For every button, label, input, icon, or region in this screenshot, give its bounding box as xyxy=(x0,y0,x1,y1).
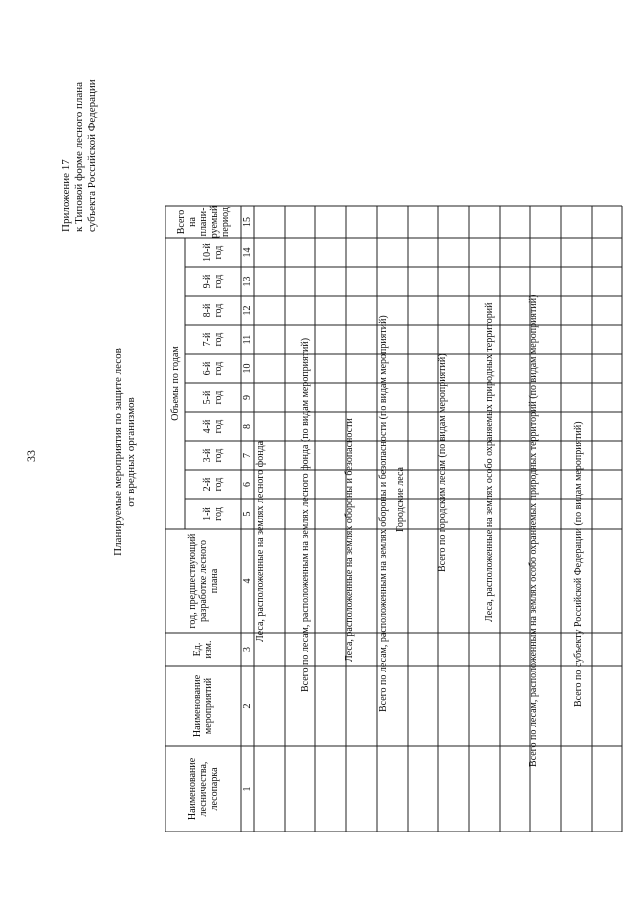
title-line-1: Планируемые мероприятия по защите лесов xyxy=(112,348,124,556)
section-row-6: Всего по городским лесам (по видам мероприятий) xyxy=(437,353,448,572)
column-number-6: 6 xyxy=(242,482,253,487)
header-year-4: 4-й год xyxy=(202,419,224,434)
header-forestry: Наименование лесничества, лесопарка xyxy=(186,757,220,821)
column-number-1: 1 xyxy=(242,786,253,792)
header-year-5: 5-й год xyxy=(202,390,224,405)
header-unit: Ед. изм. xyxy=(192,640,214,659)
column-number-13: 13 xyxy=(242,276,253,287)
document-title xyxy=(112,302,138,602)
column-number-3: 3 xyxy=(242,647,253,652)
header-year-7: 7-й год xyxy=(202,332,224,347)
header-year-6: 6-й год xyxy=(202,361,224,376)
appendix-line-2: к Типовой форме лесного плана xyxy=(73,81,85,232)
header-year-8: 8-й год xyxy=(202,303,224,318)
column-number-5: 5 xyxy=(242,511,253,517)
column-number-10: 10 xyxy=(242,363,253,374)
column-number-11: 11 xyxy=(242,334,253,345)
section-row-1: Леса, расположенные на землях лесного фонда xyxy=(255,440,266,642)
appendix-line-3: субъекта Российской Федерации xyxy=(86,79,98,232)
header-year-10: 10-й год xyxy=(202,243,224,262)
section-row-9: Всего по субъекту Российской Федерации (по видам мероприятий) xyxy=(573,421,584,707)
header-volumes: Объемы по годам xyxy=(169,346,181,421)
column-number-15: 15 xyxy=(242,217,253,227)
header-year-2: 2-й год xyxy=(202,477,224,492)
section-row-3: Леса, расположенные на землях обороны и безопасности xyxy=(344,418,355,662)
column-number-9: 9 xyxy=(242,395,253,400)
landscape-sheet xyxy=(0,2,634,902)
header-total: Всего на плани- руемый период xyxy=(175,205,231,239)
appendix-note xyxy=(60,79,99,232)
page-number: 33 xyxy=(24,450,38,462)
section-row-5: Городские леса xyxy=(395,467,406,532)
section-row-8: Всего по лесам, расположенным на землях особо охраняемых природных территорий (по видам мероприятий) xyxy=(528,294,539,767)
section-row-4: Всего по лесам, расположенным на землях обороны и безопасности (по видам мероприятий) xyxy=(378,315,389,712)
header-year-3: 3-й год xyxy=(202,448,224,463)
section-row-2: Всего по лесам, расположенным на землях лесного фонда (по видам мероприятий) xyxy=(300,337,311,692)
section-row-7: Леса, расположенные на землях особо охраняемых природных территорий xyxy=(484,302,495,622)
header-measures: Наименование мероприятий xyxy=(192,674,214,738)
column-number-14: 14 xyxy=(242,247,253,258)
header-prev-year: год, предшествующий разработке лесного плана xyxy=(186,533,220,629)
column-number-7: 7 xyxy=(242,453,253,458)
title-line-2: от вредных организмов xyxy=(125,397,137,507)
column-number-2: 2 xyxy=(242,703,253,709)
column-number-4: 4 xyxy=(242,578,253,584)
column-number-12: 12 xyxy=(242,305,253,316)
appendix-line-1: Приложение 17 xyxy=(60,159,72,232)
header-year-1: 1-й год xyxy=(202,507,224,521)
measures-table xyxy=(165,42,633,832)
column-number-8: 8 xyxy=(242,424,253,429)
header-year-9: 9-й год xyxy=(202,274,224,289)
